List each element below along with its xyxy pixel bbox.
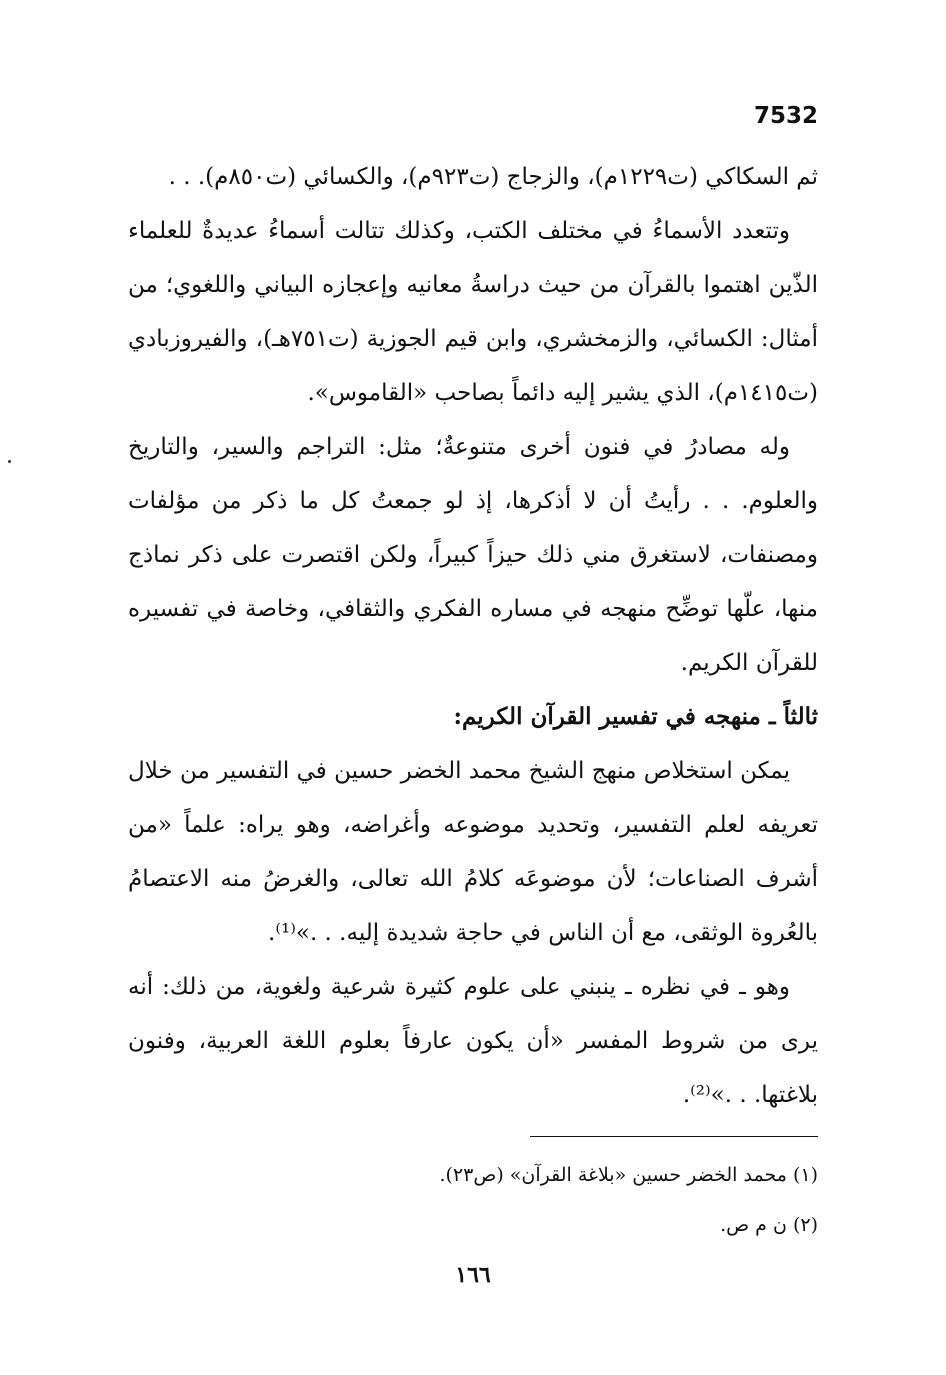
paragraph-sources: وله مصادرُ في فنون أخرى متنوعةٌ؛ مثل: التراجم والسير، والتاريخ والعلوم. . . رأيتُ أن لا أذكرها، إذ لو جمعتُ كل ما ذكر من مؤلفات ومصنفات، لاستغرق مني ذلك حيزاً كبيراً، ولكن اقتصرت على ذكر نماذج منها، علّها توضِّح منهجه في مساره الفكري والثقافي، وخاصة في تفسيره للقرآن الكريم.: [128, 434, 818, 676]
margin-mark: [8, 460, 11, 463]
page-id: 7532: [753, 103, 818, 129]
footnote-1: (١) محمد الخضر حسين «بلاغة القرآن» (ص٢٣).: [439, 1164, 818, 1186]
footnote-separator: [530, 1136, 818, 1137]
section-heading: ثالثاً ـ منهجه في تفسير القرآن الكريم:: [453, 703, 818, 730]
paragraph-conditions: وهو ـ في نظره ـ ينبني على علوم كثيرة شرعية ولغوية، من ذلك: أنه يرى من شروط المفسر «أن يكون عارفاً بعلوم اللغة العربية، وفنون بلاغتها. . .»⁽²⁾.: [128, 974, 818, 1108]
paragraph-method: يمكن استخلاص منهج الشيخ محمد الخضر حسين في التفسير من خلال تعريفه لعلم التفسير، وتحديد موضوعه وأغراضه، وهو يراه: علماً «من أشرف الصناعات؛ لأن موضوعَه كلامُ الله تعالى، والغرضُ منه الاعتصامُ بالعُروة الوثقى، مع أن الناس في حاجة شديدة إليه. . .»⁽¹⁾.: [128, 758, 818, 946]
page-number: ١٦٦: [455, 1262, 491, 1288]
footnote-2: (٢) ن م ص.: [720, 1214, 818, 1236]
footnotes: [128, 1150, 818, 1250]
paragraph-continuation: ثم السكاكي (ت١٢٢٩م)، والزجاج (ت٩٢٣م)، والكسائي (ت٨٥٠م). . .: [168, 164, 818, 190]
body-text: [128, 150, 818, 1122]
paragraph-names: وتتعدد الأسماءُ في مختلف الكتب، وكذلك تتالت أسماءُ عديدةٌ للعلماء الذّين اهتموا بالقرآن من حيث دراسةُ معانيه وإعجازه البياني واللغوي؛ من أمثال: الكسائي، والزمخشري، وابن قيم الجوزية (ت٧٥١هـ)، والفيروزبادي (ت١٤١٥م)، الذي يشير إليه دائماً بصاحب «القاموس».: [128, 218, 819, 406]
